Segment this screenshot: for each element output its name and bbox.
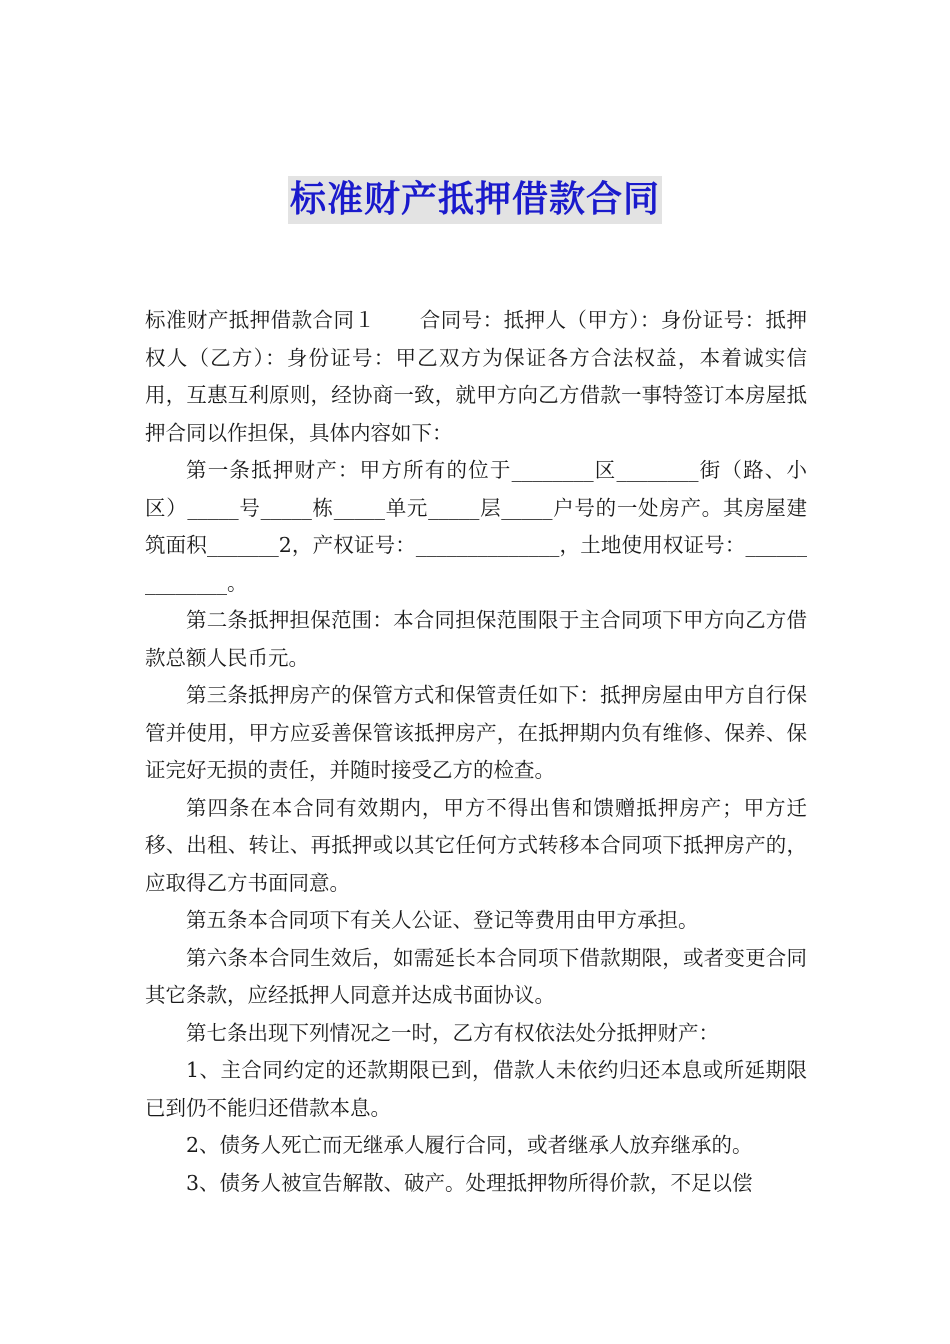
clause-6: 第六条本合同生效后，如需延长本合同项下借款期限，或者变更合同其它条款，应经抵押人同意并达成书面协议。	[145, 945, 807, 1007]
clause-1: 第一条抵押财产：甲方所有的位于________区________街（路、小区）_____号_____栋_____单元_____层_____户号的一处房产。其房屋建筑面积_______2，产权证号：______________，土地使用权证号：______________。	[145, 458, 807, 595]
clause-7-item-3: 3、债务人被宣告解散、破产。处理抵押物所得价款，不足以偿	[186, 1170, 753, 1195]
clause-5: 第五条本合同项下有关人公证、登记等费用由甲方承担。	[186, 908, 699, 932]
title-container	[0, 176, 950, 224]
intro-paragraph	[145, 302, 807, 452]
clause-3: 第三条抵押房产的保管方式和保管责任如下：抵押房屋由甲方自行保管并使用，甲方应妥善保管该抵押房产，在抵押期内负有维修、保养、保证完好无损的责任，并随时接受乙方的检查。	[145, 683, 807, 782]
clause-2: 第二条抵押担保范围：本合同担保范围限于主合同项下甲方向乙方借款总额人民币元。	[145, 608, 807, 670]
document-title: 标准财产抵押借款合同	[288, 176, 662, 224]
clause-7-item-1: 1、主合同约定的还款期限已到，借款人未依约归还本息或所延期限已到仍不能归还借款本息。	[145, 1058, 807, 1120]
document-body	[145, 302, 807, 1202]
clause-7-item-2: 2、债务人死亡而无继承人履行合同，或者继承人放弃继承的。	[186, 1133, 753, 1157]
intro-text: 合同号：抵押人（甲方）：身份证号：抵押权人（乙方）：身份证号：甲乙双方为保证各方合法权益，本着诚实信用，互惠互利原则，经协商一致，就甲方向乙方借款一事特签订本房屋抵押合同以作担保，具体内容如下：	[145, 308, 807, 445]
clause-4: 第四条在本合同有效期内，甲方不得出售和馈赠抵押房产；甲方迁移、出租、转让、再抵押或以其它任何方式转移本合同项下抵押房产的，应取得乙方书面同意。	[145, 795, 807, 895]
clause-7: 第七条出现下列情况之一时，乙方有权依法处分抵押财产：	[186, 1020, 719, 1045]
intro-heading: 标准财产抵押借款合同１	[145, 308, 376, 332]
